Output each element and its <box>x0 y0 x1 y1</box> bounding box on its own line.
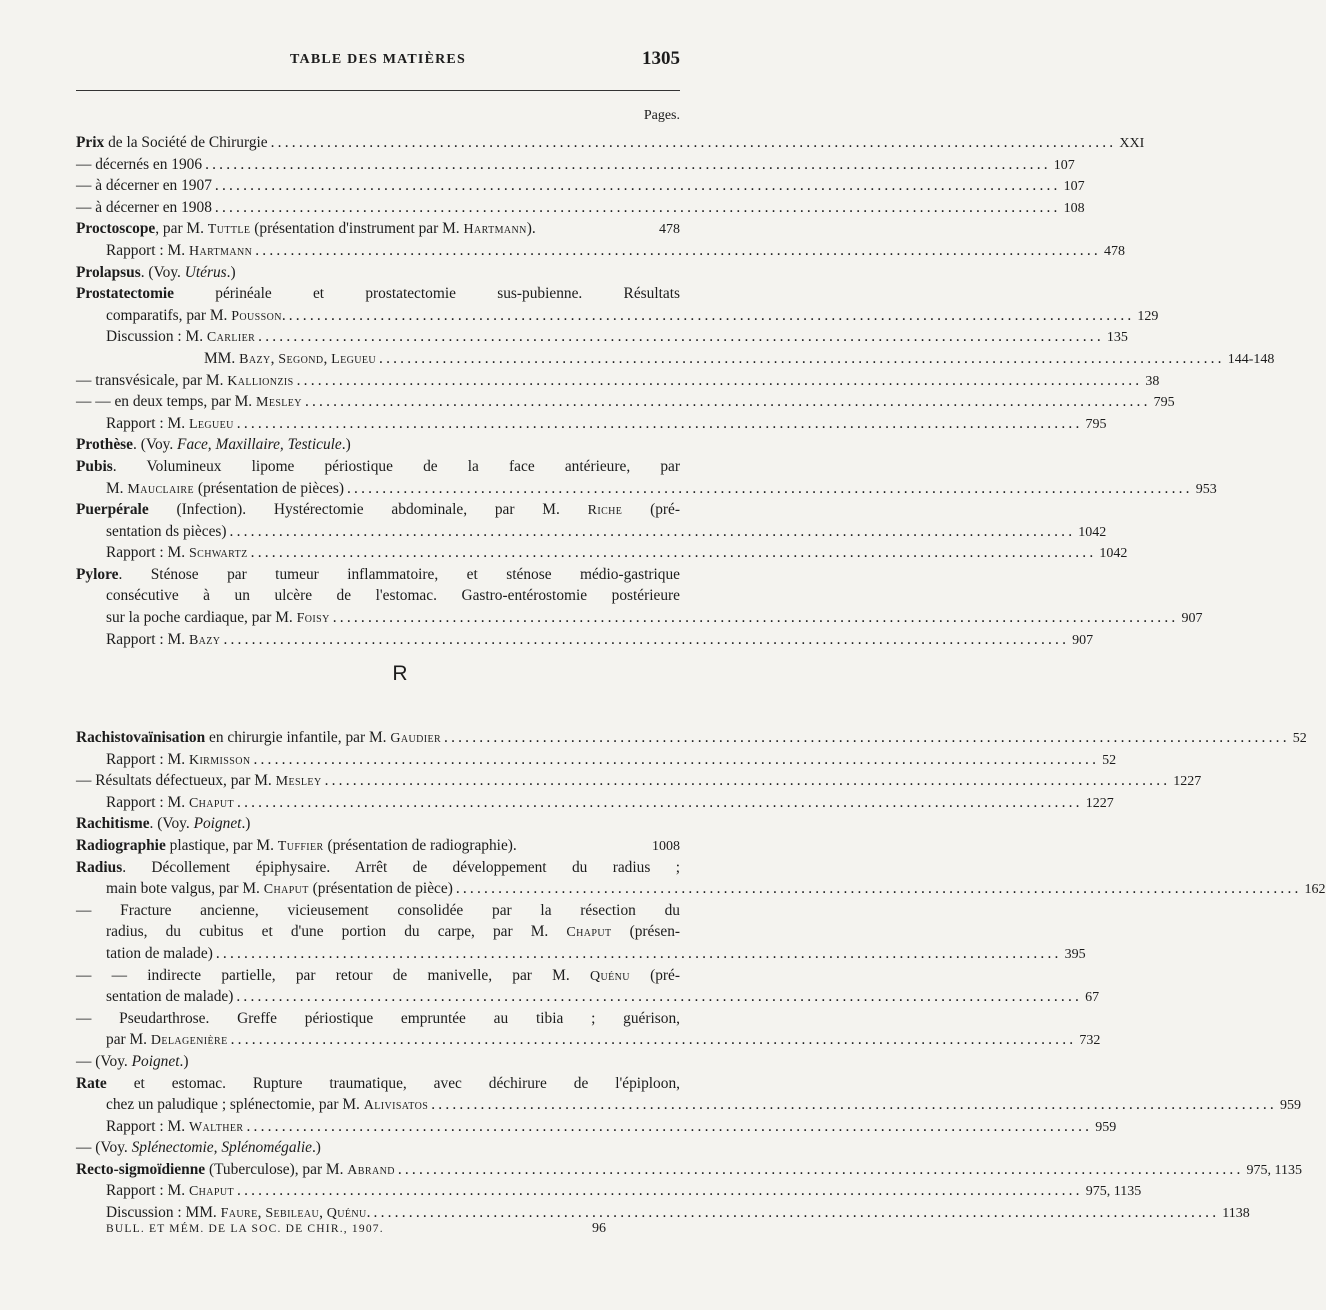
index-entry <box>76 943 1086 965</box>
dot-leader: ........................................................................................................................ <box>455 880 1302 898</box>
dot-leader: ........................................................................................................................ <box>236 414 1083 432</box>
dot-leader: ........................................................................................................................ <box>373 1204 1220 1222</box>
entry-text <box>76 499 680 522</box>
entry-text <box>76 132 268 154</box>
entry-text <box>76 197 212 219</box>
entry-text-part: périnéale et prostatectomie sus-pubienne. Résultats <box>174 285 680 303</box>
dot-leader: ........................................................................................................................ <box>230 1031 1077 1049</box>
page-reference: 67 <box>1085 990 1100 1006</box>
index-entry <box>76 986 1100 1008</box>
entry-text-part: . Sténose par tumeur inflammatoire, et sténose médio-gastrique <box>118 565 680 583</box>
entry-text <box>106 986 233 1008</box>
entry-text <box>76 1159 395 1182</box>
index-entry <box>76 564 680 586</box>
entry-text-part: , <box>270 349 279 367</box>
index-entry <box>76 1202 1250 1224</box>
page-reference: 108 <box>1063 200 1085 216</box>
dot-leader: ........................................................................................................................ <box>205 155 1051 173</box>
entry-text-part: sentation de malade) <box>106 988 234 1006</box>
entry-text-part: Rapport : M. <box>106 793 189 811</box>
index-entry <box>76 1008 680 1030</box>
entry-text-part: (présentation de pièce) <box>308 880 453 898</box>
page-reference: 795 <box>1153 395 1175 411</box>
index-entry <box>76 770 1202 792</box>
page-reference: 732 <box>1079 1033 1101 1049</box>
author-name: Schwartz <box>188 546 248 562</box>
entry-text-part: — Résultats défectueux, par M. <box>76 772 276 790</box>
dot-leader: ........................................................................................................................ <box>214 198 1061 216</box>
entry-text-part: (présen- <box>611 923 681 941</box>
signature-number: 96 <box>592 1221 606 1236</box>
entry-text <box>76 370 294 393</box>
footer-citation: BULL. ET MÉM. DE LA SOC. DE CHIR., 1907. <box>106 1223 384 1235</box>
entry-text-part: Discussion : MM. <box>106 1204 221 1222</box>
page-reference: XXI <box>1119 136 1145 151</box>
entry-text-part: consécutive à un ulcère de l'estomac. Gastro-entérostomie postérieure <box>106 587 680 605</box>
page-footer <box>106 1223 626 1235</box>
entry-text <box>76 965 680 988</box>
author-name: Riche <box>587 503 623 519</box>
entry-text <box>106 305 286 328</box>
author-name: Gaudier <box>390 731 442 746</box>
author-name: Segond <box>278 351 324 367</box>
entry-text-part: — décernés en 1906 <box>76 155 203 173</box>
author-name: Mesley <box>275 774 322 790</box>
index-entry <box>76 413 1107 435</box>
dot-leader: ........................................................................................................................ <box>236 988 1083 1006</box>
entry-text <box>76 154 202 176</box>
index-entry <box>76 749 1117 771</box>
entry-text-part: sur la poche cardiaque, par M. <box>106 609 297 627</box>
dot-leader: ........................................................................................................................ <box>304 393 1151 411</box>
author-name: Foisy <box>296 611 330 627</box>
entry-text <box>76 770 322 793</box>
entry-text <box>76 218 536 241</box>
page-reference: 907 <box>1072 632 1094 648</box>
entry-text-part: . <box>281 306 286 324</box>
entry-text-part: . (Voy. <box>140 263 185 281</box>
page-reference: 1008 <box>652 838 680 854</box>
index-entry <box>76 1051 680 1073</box>
entry-text <box>76 1073 680 1095</box>
dot-leader: ........................................................................................................................ <box>270 134 1117 151</box>
index-entry <box>76 1180 1142 1202</box>
entry-text-part: , <box>257 1204 266 1222</box>
page-reference: 1227 <box>1085 795 1114 811</box>
entry-text-part: — transvésicale, par M. <box>76 371 228 389</box>
author-name: Chaput <box>566 925 612 941</box>
page-reference: 975, 1135 <box>1085 1184 1142 1200</box>
header-rule <box>76 90 680 91</box>
entry-keyword: Radius <box>76 858 123 876</box>
index-entry <box>76 154 1075 176</box>
entry-text <box>76 456 680 478</box>
entry-text <box>106 792 234 815</box>
page-reference: 975, 1135 <box>1246 1162 1303 1178</box>
entry-keyword: Rachitisme <box>76 815 150 833</box>
author-name: Delagenière <box>150 1033 228 1049</box>
entry-text-part: — — indirecte partielle, par retour de manivelle, par M. <box>76 966 590 984</box>
page-reference: 107 <box>1053 157 1075 173</box>
index-entry <box>76 197 1085 219</box>
entry-text-part: Rapport : M. <box>106 241 189 259</box>
page-reference: 38 <box>1145 373 1160 389</box>
index-entry <box>76 878 1326 900</box>
index-entry <box>76 921 680 943</box>
index-entry <box>76 283 680 305</box>
entry-text <box>76 835 517 858</box>
author-name: Kallionzis <box>227 373 294 389</box>
entry-text-part: (présentation de pièces) <box>194 479 344 497</box>
entry-text <box>76 1008 680 1030</box>
index-entry <box>76 1116 1117 1138</box>
author-name: Carlier <box>206 330 256 346</box>
entry-text-part: — — en deux temps, par M. <box>76 393 256 411</box>
dot-leader: ........................................................................................................................ <box>431 1096 1277 1114</box>
entry-text-part: , <box>323 349 332 367</box>
entries-section-r <box>76 727 1326 1224</box>
index-entry <box>76 1094 1301 1116</box>
entry-text <box>76 900 680 922</box>
page-reference: 135 <box>1106 330 1128 346</box>
entry-text <box>76 262 236 284</box>
entry-text-part: sentation ds pièces) <box>106 522 227 540</box>
entry-text-part: et estomac. Rupture traumatique, avec déchirure de l'épiploon, <box>106 1074 680 1092</box>
entry-text-part: .) <box>179 1052 189 1070</box>
entry-text-part: (pré- <box>629 966 680 984</box>
index-entry <box>76 240 1125 262</box>
dot-leader: ........................................................................................................................ <box>215 944 1062 962</box>
entry-keyword: Pylore <box>76 565 119 583</box>
entry-keyword: Proctoscope <box>76 220 156 238</box>
index-entry <box>76 478 1217 500</box>
author-name: Quénu <box>326 1206 367 1222</box>
author-name: Faure <box>220 1206 258 1222</box>
author-name: Hartmann <box>188 243 253 259</box>
entry-text-part: de la Société de Chirurgie <box>104 134 268 151</box>
entry-keyword: Prothèse <box>76 436 133 454</box>
index-entry <box>76 262 680 284</box>
entry-text <box>106 749 250 772</box>
index-entry <box>76 326 1128 348</box>
author-name: Mauclaire <box>127 481 194 497</box>
cross-reference: Face, Maxillaire, Testicule <box>177 436 342 454</box>
pages-column-label: Pages. <box>643 108 680 123</box>
author-name: Chaput <box>188 795 235 811</box>
index-entry <box>76 542 1128 564</box>
entry-text-part: . Décollement épiphysaire. Arrêt de développement du radius ; <box>122 858 680 876</box>
dot-leader: ........................................................................................................................ <box>258 328 1104 346</box>
entry-text-part: .) <box>311 1139 321 1157</box>
index-entry <box>76 218 680 240</box>
entry-text-part: Discussion : M. <box>106 328 207 346</box>
entry-text <box>76 1137 321 1159</box>
author-name: Tuffier <box>277 838 324 854</box>
entry-text-part: . <box>366 1204 371 1222</box>
section-letter: R <box>392 662 408 685</box>
index-entry <box>76 727 1307 749</box>
author-name: Kirmisson <box>188 752 251 768</box>
entry-text-part: — à décerner en 1908 <box>76 198 212 216</box>
page-reference: 52 <box>1102 752 1117 768</box>
entry-text-part: radius, du cubitus et d'une portion du carpe, par M. <box>106 923 567 941</box>
index-entry <box>76 607 1203 629</box>
dot-leader: ........................................................................................................................ <box>237 1182 1083 1200</box>
entry-text-part: — à décerner en 1907 <box>76 177 212 195</box>
entry-text <box>76 1051 188 1073</box>
entry-text <box>76 283 680 305</box>
dot-leader: ........................................................................................................................ <box>250 544 1097 562</box>
author-name: Quénu <box>589 968 630 984</box>
dot-leader: ........................................................................................................................ <box>288 306 1135 324</box>
entry-text-part: Rapport : M. <box>106 630 189 648</box>
cross-reference: Poignet <box>131 1052 180 1070</box>
entry-text <box>76 434 351 456</box>
index-entry <box>76 965 680 987</box>
index-entry <box>76 813 680 835</box>
author-name: Walther <box>188 1119 244 1135</box>
index-entry <box>76 391 1175 413</box>
page-reference: 144-148 <box>1227 351 1275 367</box>
entry-keyword: Puerpérale <box>76 501 149 519</box>
entry-text-part: . (Voy. <box>133 436 178 454</box>
dot-leader: ........................................................................................................................ <box>237 793 1083 811</box>
entry-text-part: , par M. <box>155 220 208 238</box>
dot-leader: ........................................................................................................................ <box>255 241 1101 259</box>
cross-reference: Poignet <box>193 815 242 833</box>
author-name: Legueu <box>188 416 234 432</box>
page-reference: 52 <box>1292 731 1307 746</box>
index-entry <box>76 900 680 922</box>
index-entry <box>76 1073 680 1095</box>
index-entry <box>76 1137 680 1159</box>
dot-leader: ........................................................................................................................ <box>324 772 1171 790</box>
entry-text <box>106 1202 371 1225</box>
entry-keyword: Rachistovaïnisation <box>76 729 206 746</box>
entry-text <box>106 878 453 901</box>
entry-text-part: Rapport : M. <box>106 750 189 768</box>
page-reference: 795 <box>1085 416 1107 432</box>
cross-reference: Splénectomie, Splénomégalie <box>131 1139 312 1157</box>
entry-text <box>76 175 212 197</box>
entry-text <box>106 240 252 263</box>
index-entry <box>76 792 1114 814</box>
entry-keyword: Prostatectomie <box>76 285 174 303</box>
index-entry <box>76 305 1159 327</box>
entry-text-part: — (Voy. <box>76 1052 132 1070</box>
entry-text <box>106 943 213 965</box>
dot-leader: ........................................................................................................................ <box>296 371 1143 389</box>
dot-leader: ........................................................................................................................ <box>253 750 1100 768</box>
author-name: Sebileau <box>265 1206 320 1222</box>
entry-text-part: .) <box>341 436 351 454</box>
author-name: Mesley <box>255 395 302 411</box>
entry-text-part: comparatifs, par M. <box>106 306 232 324</box>
index-entry <box>76 1029 1101 1051</box>
author-name: Bazy <box>188 632 221 648</box>
entry-text <box>76 813 250 835</box>
entry-text-part: .) <box>241 815 251 833</box>
entry-text-part: — Fracture ancienne, vicieusement consolidée par la résection du <box>76 901 680 919</box>
page-reference: 395 <box>1064 946 1086 962</box>
page-reference: 953 <box>1195 481 1217 497</box>
entry-text-part: chez un paludique ; splénectomie, par M. <box>106 1096 364 1114</box>
entry-text-part: . (Voy. <box>149 815 194 833</box>
running-header <box>76 48 680 76</box>
page-reference: 107 <box>1063 179 1085 195</box>
entry-text-part: (présentation d'instrument par M. <box>250 220 464 238</box>
entry-text-part: Rapport : M. <box>106 414 189 432</box>
author-name: Chaput <box>188 1184 235 1200</box>
dot-leader: ........................................................................................................................ <box>223 630 1070 648</box>
page-reference: 1227 <box>1173 774 1202 790</box>
entry-text <box>106 607 330 630</box>
entry-text <box>106 326 255 349</box>
index-entry <box>76 629 1094 651</box>
entry-text-part: . Volumineux lipome périostique de la face antérieure, par <box>112 457 680 475</box>
entry-text-part: (présentation de radiographie). <box>323 836 517 854</box>
entry-text <box>106 1029 228 1052</box>
page-reference: 1138 <box>1222 1206 1250 1222</box>
entry-text <box>106 521 227 543</box>
index-entry <box>76 175 1085 197</box>
index-entry <box>76 132 1145 154</box>
entry-text-part: (pré- <box>622 501 681 519</box>
entry-keyword: Prolapsus <box>76 263 141 281</box>
entry-text <box>204 348 376 371</box>
author-name: Bazy <box>239 351 271 367</box>
entry-text-part: .) <box>226 263 236 281</box>
entry-text <box>76 727 441 750</box>
entry-text <box>106 542 248 565</box>
entry-text <box>106 413 234 436</box>
entry-text-part: par M. <box>106 1031 151 1049</box>
entry-keyword: Pubis <box>76 457 113 475</box>
entry-text <box>106 921 680 944</box>
author-name: Chaput <box>263 882 309 898</box>
entry-text-part: — (Voy. <box>76 1139 132 1157</box>
entry-text <box>106 1116 243 1139</box>
index-entry <box>76 499 680 521</box>
index-entry <box>76 1159 1303 1181</box>
dot-leader: ........................................................................................................................ <box>397 1160 1244 1178</box>
author-name: Tuttle <box>207 222 251 238</box>
entry-text-part: Rapport : M. <box>106 544 189 562</box>
index-entry <box>76 585 680 607</box>
entry-text-part: — Pseudarthrose. Greffe périostique empruntée au tibia ; guérison, <box>76 1009 680 1027</box>
entry-keyword: Rate <box>76 1074 107 1092</box>
entry-text-part: ). <box>526 220 536 238</box>
page-reference: 478 <box>1103 243 1125 259</box>
entry-text <box>106 1094 428 1117</box>
page-reference: 1042 <box>1078 524 1107 540</box>
entry-text <box>106 585 680 607</box>
entry-text-part: en chirurgie infantile, par M. <box>205 729 391 746</box>
dot-leader: ........................................................................................................................ <box>379 349 1225 367</box>
entry-text <box>106 478 344 501</box>
index-entry <box>76 370 1160 392</box>
author-name: Pousson <box>231 308 282 324</box>
dot-leader: ........................................................................................................................ <box>214 177 1061 195</box>
author-name: Hartmann <box>463 222 527 238</box>
cross-reference: Utérus <box>184 263 227 281</box>
dot-leader: ........................................................................................................................ <box>246 1117 1093 1135</box>
dot-leader: ........................................................................................................................ <box>347 479 1193 497</box>
entry-text-part: plastique, par M. <box>165 836 278 854</box>
entry-text-part: M. <box>106 479 128 497</box>
entry-text <box>76 857 680 879</box>
entry-text-part: , <box>319 1204 327 1222</box>
page-reference: 129 <box>1137 308 1159 324</box>
running-title: TABLE DES MATIÈRES <box>290 52 466 67</box>
entry-text-part: (Infection). Hystérectomie abdominale, par M. <box>148 501 588 519</box>
page-reference: 162 <box>1304 882 1326 898</box>
page-reference: 1042 <box>1099 546 1128 562</box>
index-entry <box>76 835 680 857</box>
entry-text-part: main bote valgus, par M. <box>106 880 264 898</box>
dot-leader: ........................................................................................................................ <box>332 609 1179 627</box>
entry-keyword: Recto-sigmoïdienne <box>76 1160 206 1178</box>
entries-section-p <box>76 132 1275 650</box>
dot-leader: ........................................................................................................................ <box>444 729 1290 746</box>
index-entry <box>76 521 1107 543</box>
dot-leader: ........................................................................................................................ <box>229 522 1076 540</box>
page-number: 1305 <box>642 48 680 69</box>
page-reference: 907 <box>1181 611 1203 627</box>
entry-text-part: (Tuberculose), par M. <box>205 1160 348 1178</box>
entry-text <box>106 629 220 652</box>
entry-text <box>106 1180 234 1203</box>
entry-keyword: Prix <box>76 134 105 151</box>
entry-text-part: Rapport : M. <box>106 1182 189 1200</box>
author-name: Abrand <box>347 1162 395 1178</box>
index-entry <box>76 348 1275 370</box>
index-entry <box>76 456 680 478</box>
entry-keyword: Radiographie <box>76 836 166 854</box>
entry-text-part: Rapport : M. <box>106 1117 189 1135</box>
page-reference: 478 <box>659 222 680 238</box>
page-reference: 959 <box>1279 1098 1301 1114</box>
page-reference: 959 <box>1095 1119 1117 1135</box>
entry-text-part: tation de malade) <box>106 944 213 962</box>
entry-text <box>76 564 680 586</box>
author-name: Legueu <box>331 351 377 367</box>
entry-text <box>76 391 302 414</box>
index-entry <box>76 857 680 879</box>
author-name: Alivisatos <box>363 1098 429 1114</box>
entry-text-part: MM. <box>204 349 240 367</box>
index-entry <box>76 434 680 456</box>
